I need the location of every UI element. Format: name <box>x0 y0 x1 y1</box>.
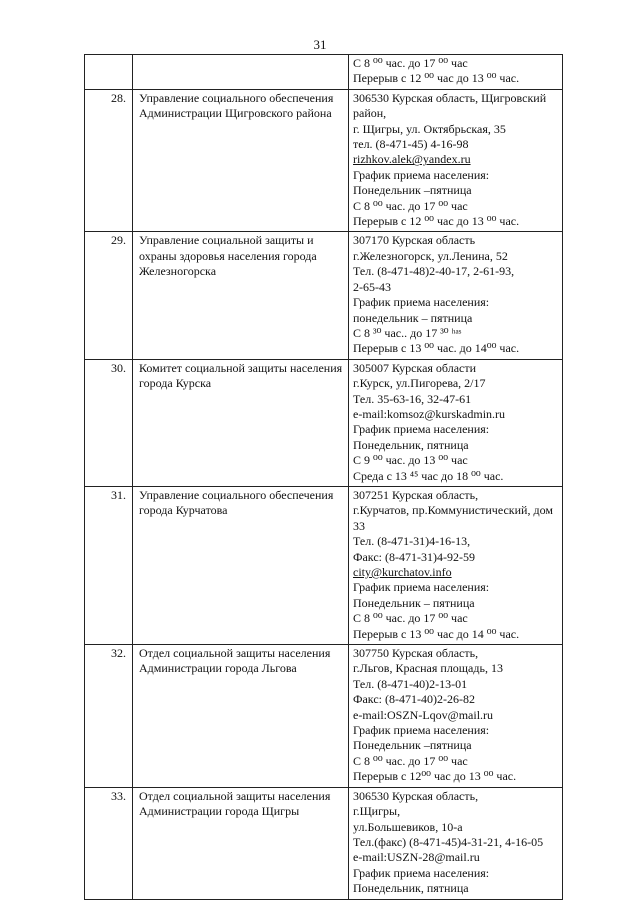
contact-line: 307750 Курская область, <box>353 646 479 661</box>
contact-line: г. Щигры, ул. Октябрьская, 35 <box>353 121 506 136</box>
agency-table-body <box>85 55 563 900</box>
contact-line: г.Щигры, <box>353 804 401 819</box>
contact-line: Тел. 35-63-16, 32-47-61 <box>353 391 472 406</box>
row-number: 30. <box>85 359 133 486</box>
contact-line: Тел. (8-471-31)4-16-13, <box>353 534 471 549</box>
contact-line: понедельник – пятница <box>353 310 473 325</box>
table-row <box>85 486 563 644</box>
contact-line: Тел. (8-471-40)2-13-01 <box>353 676 468 691</box>
contact-line: Тел.(факс) (8-471-45)4-31-21, 4-16-05 <box>353 834 544 849</box>
table-row <box>85 55 563 90</box>
contact-line: С 8 ⁰⁰ час. до 17 ⁰⁰ час <box>353 611 468 626</box>
contact-line: г.Курчатов, пр.Коммунистический, дом 33 <box>353 503 553 533</box>
contact-line: Перерыв с 12⁰⁰ час до 13 ⁰⁰ час. <box>353 769 517 784</box>
contact-line: Факс: (8-471-31)4-92-59 <box>353 549 475 564</box>
agency-contacts <box>349 55 563 90</box>
contact-line: Перерыв с 13 ⁰⁰ час. до 14⁰⁰ час. <box>353 341 520 356</box>
row-number: 29. <box>85 232 133 359</box>
contact-line: Перерыв с 13 ⁰⁰ час до 14 ⁰⁰ час. <box>353 626 520 641</box>
contact-line: 2-65-43 <box>353 279 391 294</box>
contact-line: График приема населения: <box>353 865 490 880</box>
page-number: 31 <box>313 37 327 52</box>
contact-line: С 8 ⁰⁰ час. до 17 ⁰⁰ час <box>353 198 468 213</box>
contact-line: С 8 ⁰⁰ час. до 17 ⁰⁰ час <box>353 56 468 70</box>
contact-line: 307170 Курская область <box>353 233 476 248</box>
agency-name <box>133 55 349 90</box>
contact-line: ул.Большевиков, 10-а <box>353 819 463 834</box>
contact-line: 306530 Курская область, <box>353 788 479 803</box>
contact-line: С 8 ³⁰ час.. до 17 ³⁰ ʰᵃˢ <box>353 325 462 340</box>
table-row <box>85 89 563 232</box>
agency-name: Комитет социальной защиты населения города Курска <box>133 359 349 486</box>
contact-line: График приема населения: <box>353 167 490 182</box>
agency-name: Отдел социальной защиты населения Администрации города Льгова <box>133 645 349 788</box>
contact-line: 305007 Курская области <box>353 360 477 375</box>
agency-name: Управление социального обеспечения города Курчатова <box>133 486 349 644</box>
contact-line: 307251 Курская область, <box>353 487 479 502</box>
agency-contacts <box>349 232 563 359</box>
agency-contacts <box>349 486 563 644</box>
table-row <box>85 359 563 486</box>
contact-line: С 8 ⁰⁰ час. до 17 ⁰⁰ час <box>353 753 468 768</box>
table-row <box>85 645 563 788</box>
contact-line: График приема населения: <box>353 295 490 310</box>
row-number: 33. <box>85 787 133 899</box>
contact-line: График приема населения: <box>353 723 490 738</box>
contact-line: График приема населения: <box>353 580 490 595</box>
contact-line: г.Льгов, Красная площадь, 13 <box>353 661 503 676</box>
contact-line: г.Железногорск, ул.Ленина, 52 <box>353 248 508 263</box>
agency-contacts <box>349 787 563 899</box>
row-number <box>85 55 133 90</box>
contact-line: Понедельник, пятница <box>353 437 469 452</box>
contact-line: Понедельник – пятница <box>353 595 475 610</box>
contact-line: Понедельник, пятница <box>353 881 469 896</box>
contact-line: тел. (8-471-45) 4-16-98 <box>353 137 469 152</box>
contact-line: Понедельник –пятница <box>353 738 472 753</box>
agency-table <box>84 54 563 900</box>
contact-line: Среда с 13 ⁴⁵ час до 18 ⁰⁰ час. <box>353 468 504 483</box>
contact-line: Перерыв с 12 ⁰⁰ час до 13 ⁰⁰ час. <box>353 214 520 229</box>
contact-line: Понедельник –пятница <box>353 183 472 198</box>
row-number: 28. <box>85 89 133 232</box>
row-number: 31. <box>85 486 133 644</box>
email-link[interactable]: rizhkov.alek@yandex.ru <box>353 152 471 167</box>
contact-line: 306530 Курская область, Щигровский район, <box>353 90 547 121</box>
contact-line: Факс: (8-471-40)2-26-82 <box>353 692 475 707</box>
table-row <box>85 232 563 359</box>
agency-contacts <box>349 359 563 486</box>
contact-line: График приема населения: <box>353 422 490 437</box>
agency-contacts <box>349 645 563 788</box>
agency-name: Управление социальной защиты и охраны здоровья населения города Железногорска <box>133 232 349 359</box>
contact-line: г.Курск, ул.Пигорева, 2/17 <box>353 376 486 391</box>
row-number: 32. <box>85 645 133 788</box>
email-link[interactable]: city@kurchatov.info <box>353 565 452 579</box>
contact-line: С 9 ⁰⁰ час. до 13 ⁰⁰ час <box>353 453 468 468</box>
contact-line: e-mail:OSZN-Lqov@mail.ru <box>353 707 494 722</box>
table-row <box>85 787 563 899</box>
contact-line: e-mail:komsoz@kurskadmin.ru <box>353 406 506 421</box>
contact-line: Тел. (8-471-48)2-40-17, 2-61-93, <box>353 264 515 279</box>
contact-line: e-mail:USZN-28@mail.ru <box>353 850 480 865</box>
contact-line: Перерыв с 12 ⁰⁰ час до 13 ⁰⁰ час. <box>353 71 520 86</box>
agency-name: Управление социального обеспечения Администрации Щигровского района <box>133 89 349 232</box>
agency-contacts <box>349 89 563 232</box>
agency-name: Отдел социальной защиты населения Администрации города Щигры <box>133 787 349 899</box>
